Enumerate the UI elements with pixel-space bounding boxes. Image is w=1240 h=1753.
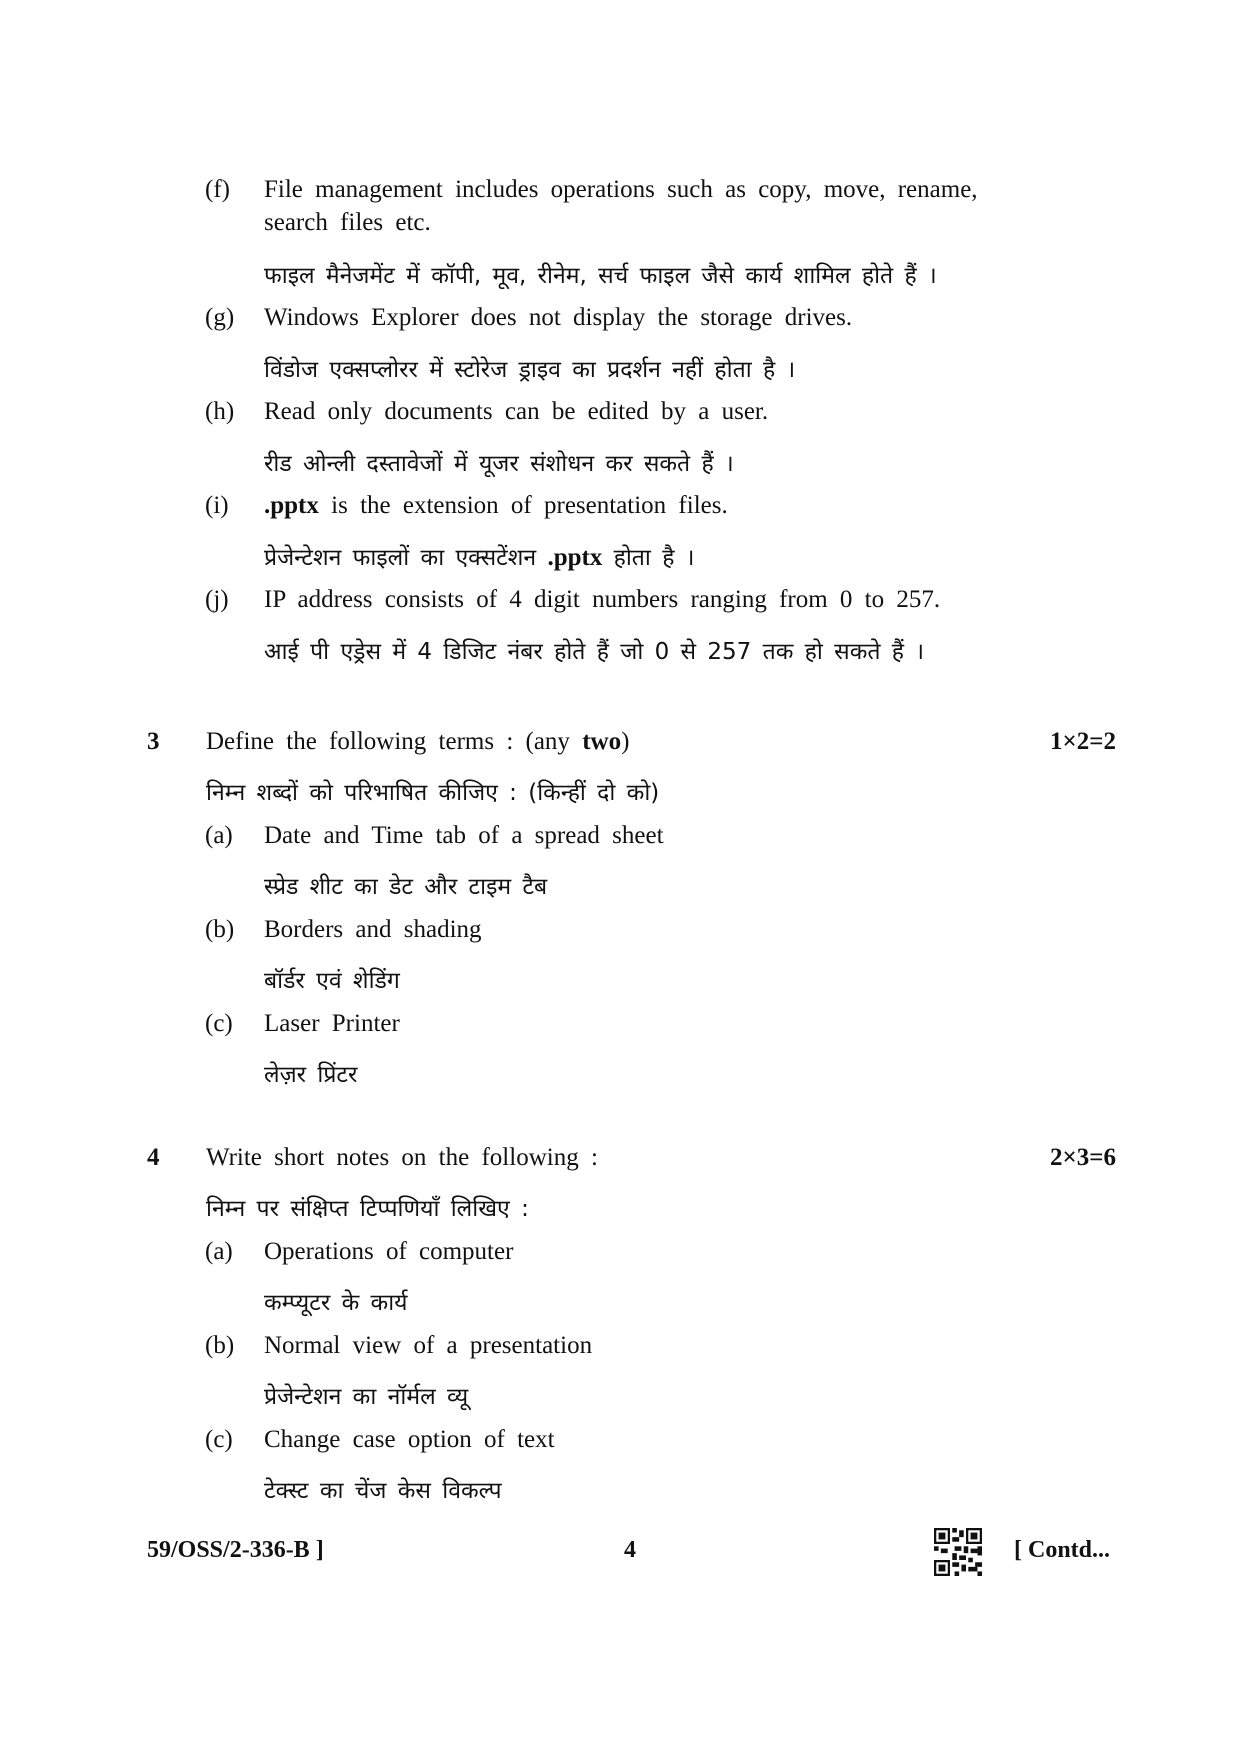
title-post: ) [621, 728, 630, 755]
item-text-en: Date and Time tab of a spread sheet [264, 822, 664, 849]
qr-code-icon [934, 1528, 982, 1576]
item-text-en: File management includes operations such as copy, move, rename, [264, 176, 978, 203]
item-text-hi [264, 540, 694, 572]
question-marks: 2×3=6 [1050, 1144, 1116, 1171]
item-label: (b) [205, 1332, 235, 1359]
item-text-hi: लेज़र प्रिंटर [264, 1062, 358, 1088]
item-label: (a) [205, 822, 233, 849]
item-label: (c) [205, 1426, 233, 1453]
title-pre: Define the following terms : (any [206, 728, 570, 755]
item-text-en-cont: search files etc. [264, 209, 431, 236]
paper-code: 59/OSS/2-336-B ] [147, 1537, 324, 1563]
item-label: (j) [205, 586, 229, 613]
item-label: (h) [205, 398, 235, 425]
question-title: Write short notes on the following : [206, 1144, 598, 1171]
item-label: (c) [205, 1010, 233, 1037]
item-text-en: Windows Explorer does not display the storage drives. [264, 304, 853, 331]
question-marks: 1×2=2 [1050, 728, 1116, 755]
item-text-hi: फाइल मैनेजमेंट में कॉपी, मूव, रीनेम, सर्च फाइल जैसे कार्य शामिल होते हैं । [264, 263, 937, 289]
item-text-en: Laser Printer [264, 1010, 400, 1037]
item-text-hi: आई पी एड्रेस में 4 डिजिट नंबर होते हैं जो 0 से 257 तक हो सकते हैं । [264, 639, 925, 665]
item-text-hi: बॉर्डर एवं शेडिंग [264, 968, 400, 994]
item-text-en: Read only documents can be edited by a user. [264, 398, 769, 425]
item-label: (a) [205, 1238, 233, 1265]
item-text-en: Borders and shading [264, 916, 482, 943]
item-text-hi: प्रेजेन्टेशन का नॉर्मल व्यू [264, 1384, 469, 1410]
question-title-hi: निम्न शब्दों को परिभाषित कीजिए : (किन्हीं दो को) [206, 780, 660, 806]
page-number: 4 [624, 1537, 636, 1563]
question-title [206, 728, 629, 756]
continued-label: [ Contd... [1014, 1537, 1111, 1563]
question-title-hi: निम्न पर संक्षिप्त टिप्पणियाँ लिखिए : [206, 1196, 529, 1222]
item-text-en: Normal view of a presentation [264, 1332, 593, 1359]
hi-pre: प्रेजेन्टेशन फाइलों का एक्सटेंशन [264, 545, 537, 571]
item-label: (f) [205, 176, 230, 203]
item-text-en: IP address consists of 4 digit numbers ranging from 0 to 257. [264, 586, 941, 613]
item-text-hi: टेक्स्ट का चेंज केस विकल्प [264, 1478, 502, 1504]
title-bold: two [582, 728, 622, 755]
item-text-hi: कम्प्यूटर के कार्य [264, 1290, 408, 1316]
item-label: (b) [205, 916, 235, 943]
item-text-en: Change case option of text [264, 1426, 555, 1453]
item-text-hi: विंडोज एक्सप्लोरर में स्टोरेज ड्राइव का प्रदर्शन नहीं होता है । [264, 357, 796, 383]
item-text-en: Operations of computer [264, 1238, 514, 1265]
item-label: (g) [205, 304, 235, 331]
item-text-en [264, 492, 728, 520]
question-number: 3 [147, 728, 160, 755]
hi-post: होता है । [613, 545, 695, 571]
extension-bold: .pptx [264, 492, 319, 519]
hi-extension-bold: .pptx [547, 544, 603, 571]
item-label: (i) [205, 492, 229, 519]
item-text-hi: रीड ओन्ली दस्तावेजों में यूजर संशोधन कर सकते हैं । [264, 451, 734, 477]
item-text-hi: स्प्रेड शीट का डेट और टाइम टैब [264, 874, 548, 900]
question-number: 4 [147, 1144, 160, 1171]
item-text-en-rest: is the extension of presentation files. [331, 492, 728, 519]
